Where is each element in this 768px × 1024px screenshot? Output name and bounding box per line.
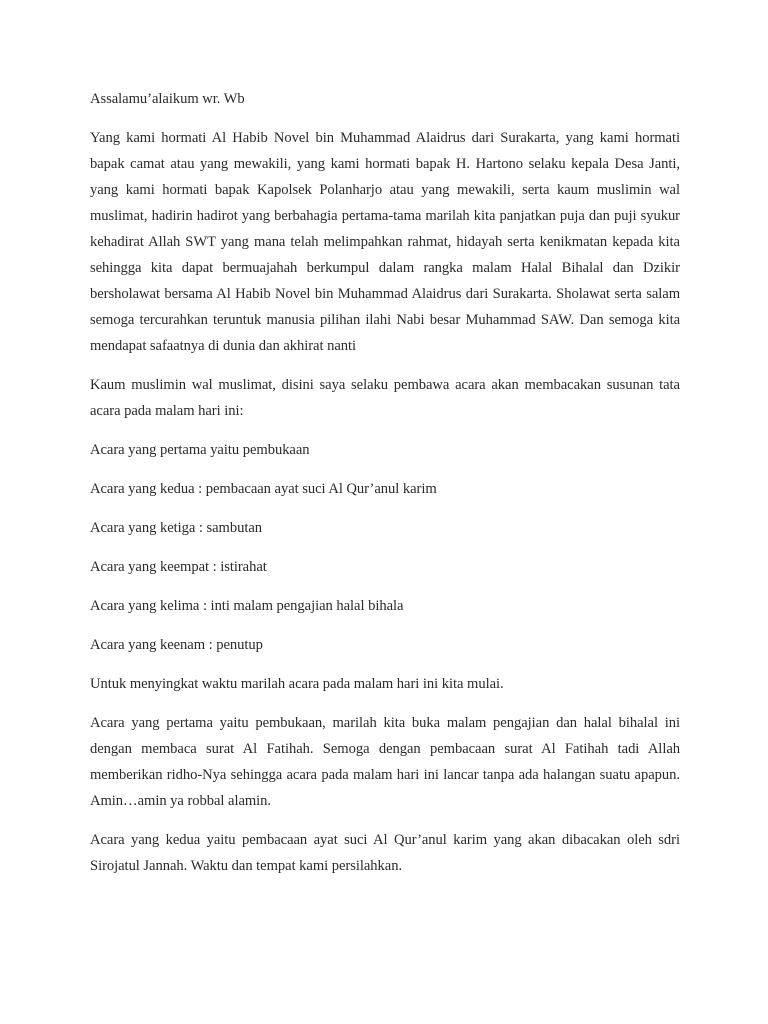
agenda-item-3: Acara yang ketiga : sambutan [90,520,263,536]
document-body [90,86,680,892]
agenda-item-1: Acara yang pertama yaitu pembukaan [90,442,310,458]
agenda-item-5: Acara yang kelima : inti malam pengajian halal bihala [90,598,404,614]
first-item-paragraph: Acara yang pertama yaitu pembukaan, marilah kita buka malam pengajian dan halal bihalal ini dengan membaca surat Al Fatihah. Semoga dengan pembacaan surat Al Fatihah tadi Allah memberikan ridho-Nya sehingga acara pada malam hari ini lancar tanpa ada halangan suatu apapun. Amin…amin ya robbal alamin. [90,715,680,809]
transition-paragraph: Untuk menyingkat waktu marilah acara pada malam hari ini kita mulai. [90,676,504,692]
agenda-item-6: Acara yang keenam : penutup [90,637,263,653]
opening-paragraph: Yang kami hormati Al Habib Novel bin Muhammad Alaidrus dari Surakarta, yang kami hormati bapak camat atau yang mewakili, yang kami hormati bapak H. Hartono selaku kepala Desa Janti, yang kami hormati bapak Kapolsek Polanharjo atau yang mewakili, serta kaum muslimin wal muslimat, hadirin hadirot yang berbahagia pertama-tama marilah kita panjatkan puja dan puji syukur kehadirat Allah SWT yang mana telah melimpahkan rahmat, hidayah serta kenikmatan kepada kita sehingga kita dapat bermuajahah berkumpul dalam rangka malam Halal Bihalal dan Dzikir bersholawat bersama Al Habib Novel bin Muhammad Alaidrus dari Surakarta. Sholawat serta salam semoga tercurahkan teruntuk manusia pilihan ilahi Nabi besar Muhammad SAW. Dan semoga kita mendapat safaatnya di dunia dan akhirat nanti [90,130,680,354]
second-item-paragraph: Acara yang kedua yaitu pembacaan ayat suci Al Qur’anul karim yang akan dibacakan oleh sdri Sirojatul Jannah. Waktu dan tempat kami persilahkan. [90,832,680,874]
agenda-item-2: Acara yang kedua : pembacaan ayat suci Al Qur’anul karim [90,481,437,497]
greeting-paragraph: Assalamu’alaikum wr. Wb [90,91,245,107]
agenda-item-4: Acara yang keempat : istirahat [90,559,267,575]
intro-paragraph: Kaum muslimin wal muslimat, disini saya selaku pembawa acara akan membacakan susunan tata acara pada malam hari ini: [90,377,680,419]
